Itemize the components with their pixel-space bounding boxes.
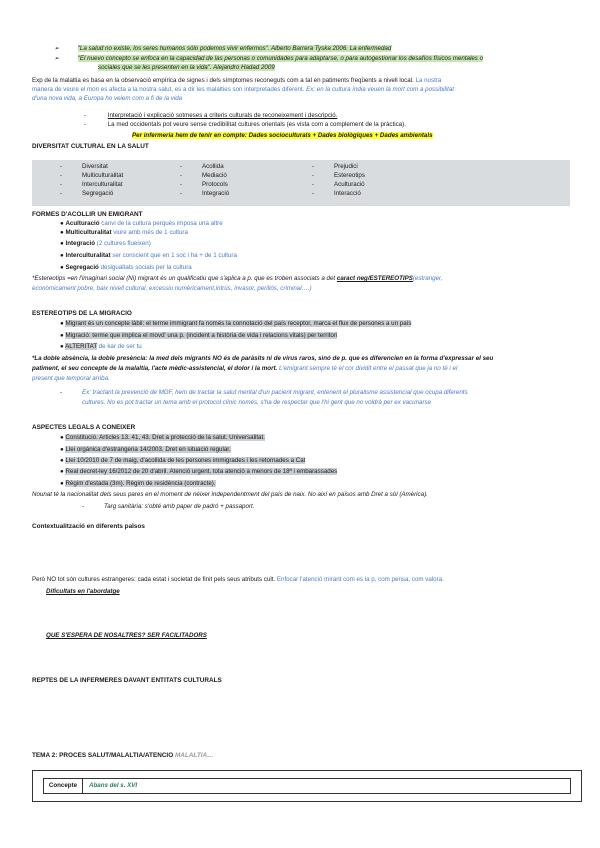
quote-1: ➢ "La salud no existe, los seres humanos sólo podemos vivir enfermos". Alberto Barrera Tyska 2006. La enfermedad: [32, 45, 570, 54]
legal-item: ● Real decret-ley 16/2012 de 20 d'abril. Atenció urgent, tota atenció a menors de 18ª i embarassades: [60, 468, 338, 475]
arrow-bullet-icon: ➢: [54, 45, 60, 52]
reception-item: ● Multiculturalitat viure amb més de 1 cultura: [60, 229, 188, 236]
reception-item: ● Integració (2 cultures flueixen): [60, 240, 151, 247]
intro-line-2: manera de veure el mon es afecta a la nostra salut, es a dir les malalties son interpretades diferent. Ex; en la cultura índia veuen la mort com a possibilitat: [32, 86, 455, 93]
difficulties-heading: Dificultats en l'abordatge: [46, 588, 120, 595]
topic-title: TEMA 2: PROCÉS SALUT/MALALTIA/ATENCIÓ MALALTIA…: [32, 752, 214, 759]
nurse-banner: Per infermeria hem de tenir en compte: Dades socioculturals + Dades biològiques + Dades ambientals: [132, 132, 433, 139]
migration-item: ● ALTERITAT de kar de ser tu: [60, 343, 142, 350]
challenges-heading: REPTES DE LA INFERMERES DAVANT ENTITATS CULTURALS: [32, 677, 222, 684]
reception-item: ● Segregació desigualtats socials per la cultura: [60, 264, 192, 271]
reception-item: ● Interculturalitat ser conscient que en 1 soc i ha + de 1 cultura: [60, 252, 237, 259]
legal-item: ● Constitució. Articles 13. 41, 43. Dret a protecció de la salut. Universalitat.: [60, 434, 265, 441]
absence-line-1: *La doble absència, la doble presència: la med dels migrants NO és de paràsits ni de virus raros, sinó de p. que es diferencien en la forma d'expressar el seu: [32, 355, 494, 362]
diversity-col-2: - Acollida - Mediació - Protocols - Integració: [180, 163, 230, 197]
facilitators-heading: QUE S'ESPERA DE NOSALTRES? SER FACILITADORS: [46, 632, 207, 639]
reception-item: ● Aculturació canvi de la cultura perquès imposa una altre: [60, 220, 223, 227]
diversity-col-3: - Prejudici - Estereotips - Aculturació - Interacció: [312, 163, 365, 197]
stereotype-note-1: *Estereotips =en l'imaginari social (Ni) migrant és un qualificatiu que s'aplica a p. que es troben associats a det caract neg/ESTEREOTIPS(estranger,: [32, 275, 443, 282]
example-line-2: cultures. No es pot tractar un tema amb el protocol clínic només, s'ha de respectar que l'hi gent que no voldrà per ex vacunarse: [82, 399, 432, 406]
concept-table: [32, 770, 582, 802]
intro-bullet-2: - La med occidentals pot veure sense credibilitat cultures orientals (es vista com a complement de la pràctica).: [84, 121, 406, 128]
legal-item: ● Règim d'estada (3m). Règim de residència (contracte).: [60, 480, 216, 487]
legal-heading: ASPECTES LEGALS A CONÈIXER: [32, 424, 136, 431]
absence-line-2: patiment, el seu concepte de la malaltia, l'acte mèdic-assistencial, el dolor i la mort. L'emigrant sempre té el cor dividit entre el passat que ja no té i el: [32, 365, 458, 372]
diversity-col-1: - Diversitat - Multiculturalitat - Interculturalitat - Segregació: [60, 163, 124, 197]
context-heading: Contextualització en diferents països: [32, 523, 145, 530]
legal-item: ● Llei orgànica d'estrangeria 14/2003. Dret en situació regular.: [60, 446, 231, 453]
quote-2: ➢ "El nuevo concepto se enfoca en la capacidad de las personas o comunidades para adaptarse, o para autogestionar los desafíos físicos mentales o: [32, 55, 570, 64]
quote-2-cont: sociales que se les presenten en la vida". Alejandro Hadad 2009: [98, 64, 275, 71]
health-card-note: - Targ sanitària: s'obté amb paper de padró + passaport.: [82, 503, 255, 510]
context-note: Però NO tot són cultures estrangeres: cada estat i societat de finit pels seus atributs cult. Enfocar l'atenció mirant com es la p, com pensa, com valora.: [32, 576, 444, 583]
stereotype-note-2: econòmicament pobre, baix nivell cultural, excessiu numèricament,intrús, invasor, perillós, criminal….): [32, 285, 312, 292]
migration-item: ● Migrant és un concepte làbil: el terme immigrant fa només la connotació del país receptor, marca el flux de persones a un país: [60, 320, 412, 327]
diversity-grid: [32, 160, 570, 206]
concept-label: Concepte: [44, 779, 83, 793]
arrow-bullet-icon: ➢: [54, 55, 60, 62]
intro-line-1: Exp de la malaltia es basa en la observació empírica de signes i dels símptomes reconeguts com a tal en patiments freqüents a nivell local. La nostra: [32, 77, 442, 84]
absence-line-3: present que temporal arriba.: [32, 375, 110, 382]
migration-item: ● Migració: terme que implica el movd' una p. (incident a història de vida i relacions vitals) per territori: [60, 332, 338, 339]
intro-bullet-1: - Interpretació i explicació sotmeses a criteris culturals de reconeixement i descripció.: [84, 112, 338, 119]
intro-line-3: d'una nova vida, a Europa ho veiem com a fi de la vida: [32, 95, 183, 102]
example-line-1: - Ex: tractant la prevenció de MGF, hem de tractar la salut mental d'un pacient migrant, entenent el pluralisme assistencial que ocupa diferents: [60, 389, 468, 396]
concept-row: [43, 778, 571, 794]
legal-item: ● Llei 10/2010 de 7 de maig, d'acollida de les persones immigrades i les retornades a Cat: [60, 457, 306, 464]
concept-value: Abans del s. XVI: [89, 782, 138, 789]
newborn-note: Nounat té la nacionalitat dels seus pares en el moment de néixer independentment del país de naix. No així en països amb Dret a sòl (Amèrica).: [32, 491, 428, 498]
diversity-heading: DIVERSITAT CULTURAL EN LA SALUT: [32, 143, 149, 150]
migration-heading: ESTEREOTIPS DE LA MIGRACIÓ: [32, 310, 132, 317]
reception-heading: FORMES D'ACOLLIR UN EMIGRANT: [32, 211, 143, 218]
